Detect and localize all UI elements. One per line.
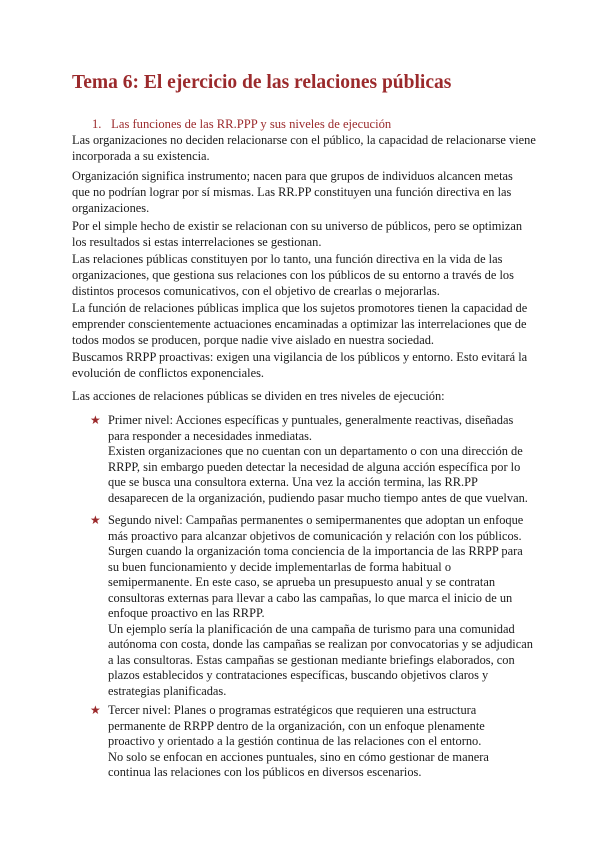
text-line: Buscamos RRPP proactivas: exigen una vigilancia de los públicos y entorno. Esto evitará la — [72, 350, 528, 364]
star-icon: ★ — [90, 513, 101, 527]
paragraph — [72, 218, 522, 250]
text-line: Las organizaciones no deciden relacionarse con el público, la capacidad de relacionarse viene — [72, 133, 536, 147]
paragraph — [72, 251, 514, 299]
bullet-item — [90, 413, 528, 506]
text-line: todos modos se producen, porque nadie vive aislado en nuestra sociedad. — [72, 333, 434, 347]
text-line: La función de relaciones públicas implica que los sujetos promotores tienen la capacidad de — [72, 301, 528, 315]
text-line: más proactivo para alcanzar objetivos de comunicación y relación con los públicos. — [108, 528, 522, 543]
text-line: Existen organizaciones que no cuentan con un departamento o con una dirección de — [108, 444, 523, 458]
text-line: que no podrían lograr por sí mismas. Las RR.PP constituyen una función directiva en las — [72, 185, 512, 199]
paragraph — [72, 168, 513, 216]
text-line: Organización significa instrumento; nacen para que grupos de individuos alcancen metas — [72, 169, 513, 183]
paragraph — [72, 349, 527, 381]
paragraph — [72, 132, 536, 164]
text-line: autónoma con costa, donde las campañas se realizan por convocatorias y se adjudican — [108, 637, 533, 651]
section-label: Las funciones de las RR.PPP y sus niveles de ejecución — [111, 117, 392, 131]
text-line: Segundo nivel: Campañas permanentes o semipermanentes que adoptan un enfoque — [108, 513, 524, 527]
text-line: Surgen cuando la organización toma conciencia de la importancia de las RRPP para — [108, 544, 523, 558]
text-line: Por el simple hecho de existir se relacionan con su universo de públicos, pero se optimizan — [72, 219, 523, 233]
text-line: proactivo y orientado a la gestión continua de las relaciones con el entorno. — [108, 734, 482, 748]
text-line: organizaciones. — [72, 201, 150, 215]
document-title: Tema 6: El ejercicio de las relaciones públicas — [72, 72, 452, 93]
text-line: enfoque proactivo en las RRPP. — [108, 606, 265, 620]
text-line: distintos procesos comunicativos, con el objetivo de crearlas o mejorarlas. — [72, 284, 440, 298]
text-line: a las consultoras. Estas campañas se gestionan mediante briefings elaborados, con — [108, 652, 515, 667]
text-line: evolución de conflictos exponenciales. — [72, 366, 264, 380]
text-line: Un ejemplo sería la planificación de una campaña de turismo para una comunidad — [108, 621, 515, 636]
text-line: incorporada a su existencia. — [72, 149, 210, 163]
text-line: consultoras externas para llevar a cabo las campañas, lo que marca el inicio de un — [108, 590, 513, 605]
star-icon: ★ — [90, 703, 101, 717]
text-line: organizaciones, que gestiona sus relaciones con los públicos de su entorno a través de los — [72, 268, 514, 282]
text-line: RRPP, sin embargo pueden detectar la necesidad de alguna acción específica por lo — [108, 459, 521, 474]
text-line: Las relaciones públicas constituyen por lo tanto, una función directiva en la vida de las — [72, 252, 503, 266]
text-line: Primer nivel: Acciones específicas y puntuales, generalmente reactivas, diseñadas — [108, 413, 514, 427]
text-line: No solo se enfocan en acciones puntuales, sino en cómo gestionar de manera — [108, 749, 489, 764]
star-icon: ★ — [90, 413, 101, 427]
text-line: continua las relaciones con los públicos en diversos escenarios. — [108, 765, 422, 779]
bullet-item — [90, 513, 533, 699]
text-line: plazos establecidos y contrataciones específicas, buscando objetivos claros y — [108, 668, 489, 682]
text-line: semipermanente. En este caso, se aprueba un presupuesto anual y se contratan — [108, 575, 496, 589]
text-line: para responder a necesidades inmediatas. — [108, 428, 313, 443]
text-line: Las acciones de relaciones públicas se dividen en tres niveles de ejecución: — [72, 389, 445, 403]
text-line: su buen funcionamiento y decide implementarlas de forma habitual o — [108, 559, 452, 574]
bullet-item — [90, 703, 489, 781]
text-line: los resultados si estas interrelaciones se gestionan. — [72, 235, 322, 249]
text-line: estrategias planificadas. — [108, 683, 227, 698]
text-line: que se busca una consultora externa. Una vez la acción termina, las RR.PP — [108, 475, 478, 489]
section-number: 1. — [92, 117, 102, 131]
text-line: desaparecen de la organización, pudiendo pasar mucho tiempo antes de que vuelvan. — [108, 490, 528, 505]
text-line: Tercer nivel: Planes o programas estratégicos que requieren una estructura — [108, 703, 477, 717]
text-line: emprender conscientemente actuaciones encaminadas a optimizar las interrelaciones que de — [72, 317, 527, 331]
text-line: permanente de RRPP dentro de la organización, con un enfoque plenamente — [108, 718, 485, 733]
section-heading — [92, 117, 391, 132]
paragraph — [72, 388, 445, 404]
paragraph — [72, 300, 527, 348]
